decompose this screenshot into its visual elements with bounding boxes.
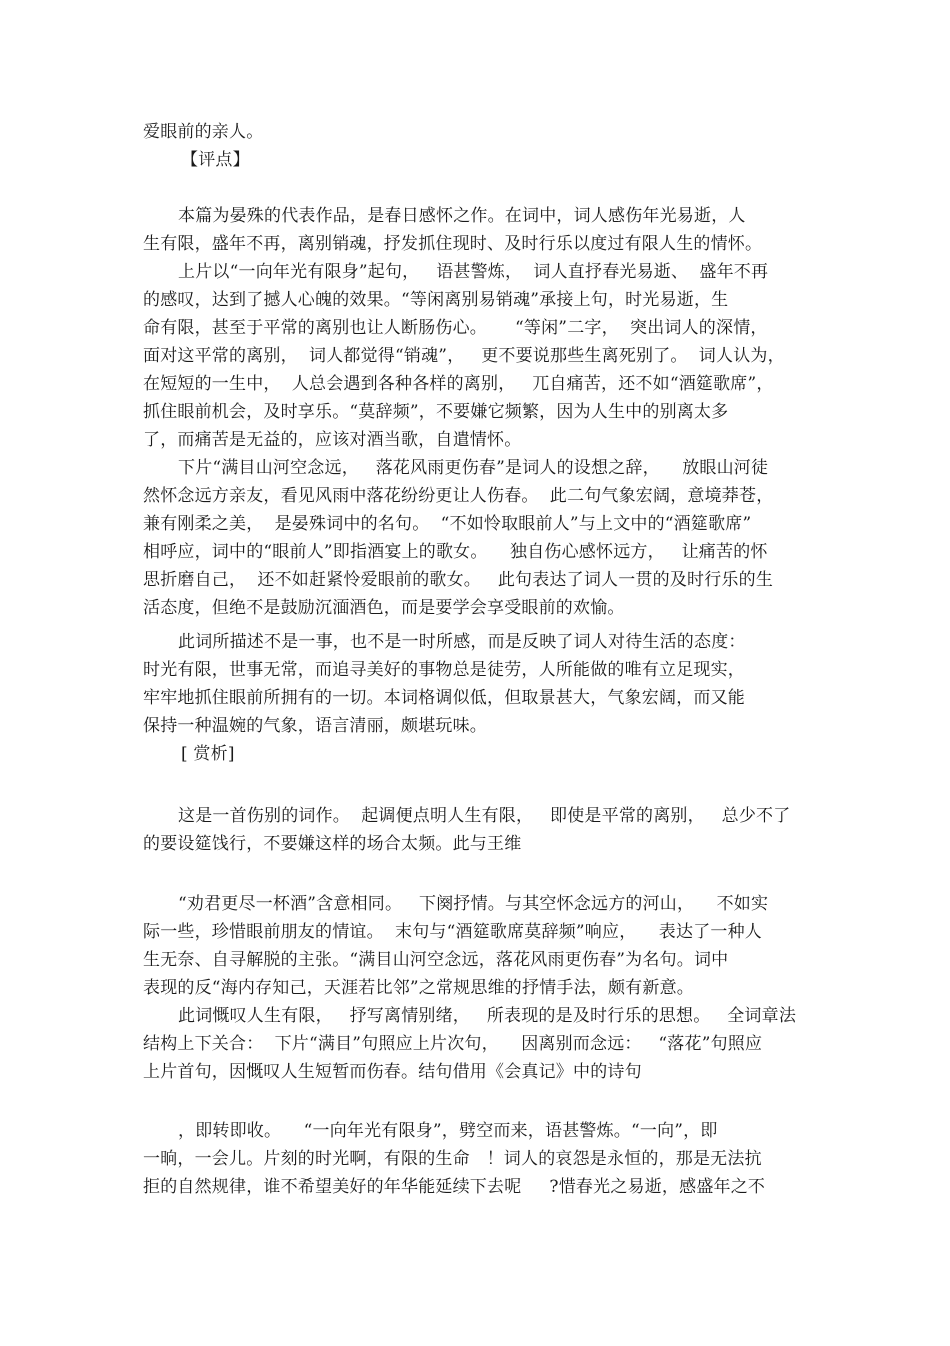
text-line: 的感叹，达到了撼人心魄的效果。“等闲离别易销魂”承接上句，时光易逝，生 [143,290,729,310]
text-line: 牢牢地抓住眼前所拥有的一切。本词格调似低，但取景甚大，气象宏阔，而又能 [143,688,745,708]
text-line: 在短短的一生中， 人总会遇到各种各样的离别， 兀自痛苦，还不如“酒筵歌席”， [143,374,774,394]
text-line: 此词慨叹人生有限， 抒写离情别绪， 所表现的是及时行乐的思想。 全词章法 [178,1006,797,1026]
section-heading-appreciation: [ 赏析] [181,744,235,764]
text-line: 抓住眼前机会，及时享乐。“莫辞频”，不要嫌它频繁，因为人生中的别离太多 [143,402,729,422]
text-line: 这是一首伤别的词作。 起调便点明人生有限， 即使是平常的离别， 总少不了 [178,806,791,826]
text-line: 生无奈、自寻解脱的主张。“满目山河空念远，落花风雨更伤春”为名句。词中 [143,950,729,970]
text-line: 上片以“一向年光有限身”起句， 语甚警炼， 词人直抒春光易逝、 盛年不再 [178,262,769,282]
text-line: 时光有限，世事无常，而追寻美好的事物总是徒劳，人所能做的唯有立足现实， [143,660,745,680]
text-line: 拒的自然规律，谁不希望美好的年华能延续下去呢 ?惜春光之易逝，感盛年之不 [143,1177,766,1197]
text-line: 表现的反“海内存知己，天涯若比邻”之常规思维的抒情手法，颇有新意。 [143,978,694,998]
text-line: 兼有刚柔之美， 是晏殊词中的名句。 “不如怜取眼前人”与上文中的“酒筵歌席” [143,514,752,534]
text-line: 际一些，珍惜眼前朋友的情谊。 末句与“酒筵歌席莫辞频”响应， 表达了一种人 [143,922,763,942]
text-line: 相呼应，词中的“眼前人”即指酒宴上的歌女。 独自伤心感怀远方， 让痛苦的怀 [143,542,768,562]
text-line: 生有限，盛年不再，离别销魂，抒发抓住现时、及时行乐以度过有限人生的情怀。 [143,234,763,254]
text-line: 了，而痛苦是无益的，应该对酒当歌，自遣情怀。 [143,430,522,450]
text-line: 本篇为晏殊的代表作品，是春日感怀之作。在词中，词人感伤年光易逝，人 [178,206,746,226]
text-line: 命有限，甚至于平常的离别也让人断肠伤心。 “等闲”二字， 突出词人的深情， [143,318,768,338]
text-line: 保持一种温婉的气象，语言清丽，颇堪玩味。 [143,716,487,736]
text-line: 然怀念远方亲友，看见风雨中落花纷纷更让人伤春。 此二句气象宏阔，意境莽苍， [143,486,774,506]
text-line: 上片首句，因慨叹人生短暂而伤春。结句借用《会真记》中的诗句 [143,1062,642,1082]
text-line: 此词所描述不是一事，也不是一时所感，而是反映了词人对待生活的态度： [178,632,746,652]
text-line: 活态度，但绝不是鼓励沉湎酒色，而是要学会享受眼前的欢愉。 [143,598,625,618]
section-heading-comment: 【评点】 [181,150,250,170]
text-line: 面对这平常的离别， 词人都觉得“销魂”， 更不要说那些生离死别了。 词人认为， [143,346,785,366]
text-line: 结构上下关合： 下片“满目”句照应上片次句， 因离别而念远： “落花”句照应 [143,1034,763,1054]
text-line: ，即转即收。 “一向年光有限身”，劈空而来，语甚警炼。“一向”，即 [178,1121,718,1141]
text-line: 下片“满目山河空念远， 落花风雨更伤春”是词人的设想之辞， 放眼山河徒 [178,458,769,478]
text-line: 的要设筵饯行，不要嫌这样的场合太频。此与王维 [143,834,522,854]
text-line: 一晌，一会儿。片刻的时光啊，有限的生命 ！词人的哀怨是永恒的，那是无法抗 [143,1149,762,1169]
text-line: 思折磨自己， 还不如赶紧怜爱眼前的歌女。 此句表达了词人一贯的及时行乐的生 [143,570,774,590]
text-line: “劝君更尽一杯酒”含意相同。 下阕抒情。与其空怀念远方的河山， 不如实 [178,894,769,914]
text-line: 爱眼前的亲人。 [143,122,264,142]
